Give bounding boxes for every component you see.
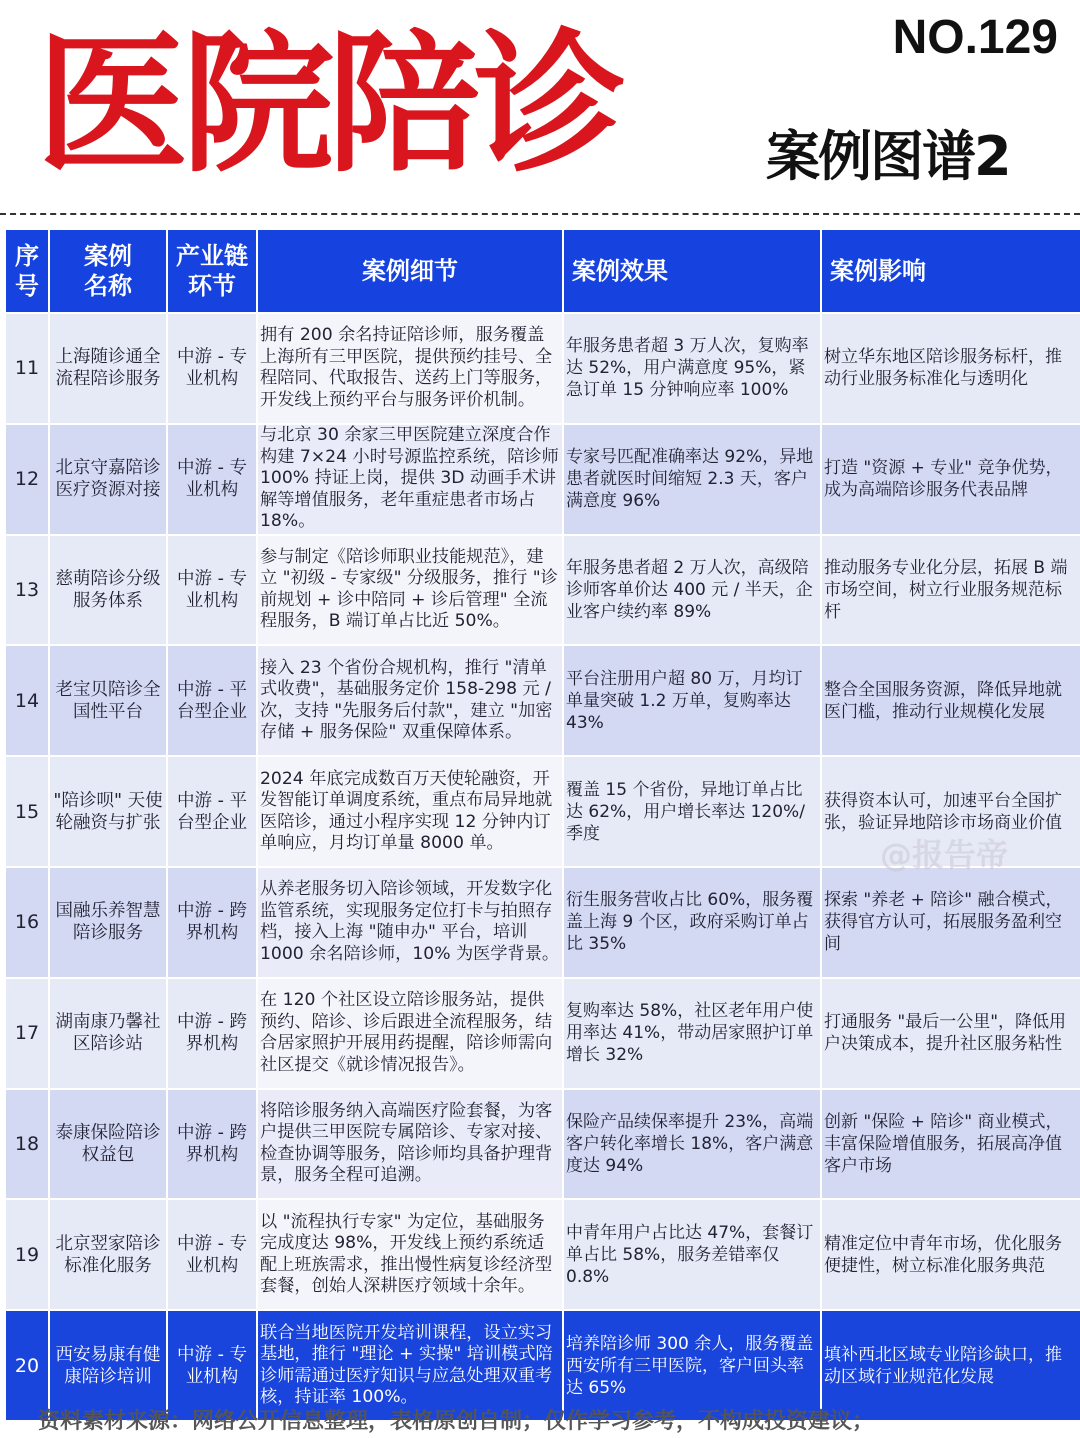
watermark: @报告帝 <box>880 836 1009 874</box>
cell-case-effect: 保险产品续保率提升 23%，高端客户转化率增长 18%，客户满意度达 94% <box>563 1089 821 1200</box>
cell-case-impact: 整合全国服务资源，降低异地就医门槛，推动行业规模化发展 <box>821 645 1080 756</box>
table-row <box>5 978 1080 1089</box>
cell-case-impact: 获得资本认可，加速平台全国扩张，验证异地陪诊市场商业价值 <box>821 756 1080 867</box>
cell-case-effect: 年服务患者超 2 万人次，高级陪诊师客单价达 400 元 / 半天，企业客户续约率 89% <box>563 535 821 646</box>
cell-case-name: 国融乐养智慧陪诊服务 <box>49 867 167 978</box>
table-row <box>5 313 1080 424</box>
cell-chain-segment: 中游 - 专业机构 <box>167 1310 257 1421</box>
table-header-row <box>5 229 1080 313</box>
case-table-container <box>4 228 1080 1408</box>
table-body <box>5 313 1080 1421</box>
column-header-detail: 案例细节 <box>257 229 563 313</box>
cell-case-effect: 衍生服务营收占比 60%，服务覆盖上海 9 个区，政府采购订单占比 35% <box>563 867 821 978</box>
cell-case-detail: 拥有 200 余名持证陪诊师，服务覆盖上海所有三甲医院，提供预约挂号、全程陪同、代取报告、送药上门等服务，开发线上预约平台与服务评价机制。 <box>257 313 563 424</box>
case-table <box>4 228 1080 1422</box>
column-header-chain-line: 产业链 <box>176 242 248 270</box>
cell-chain-segment: 中游 - 平台型企业 <box>167 645 257 756</box>
cell-case-detail: 联合当地医院开发培训课程，设立实习基地，推行 "理论 + 实操" 培训模式陪诊师需通过医疗知识与应急处理双重考核，持证率 100%。 <box>257 1310 563 1421</box>
cell-case-effect: 专家号匹配准确率达 92%，异地患者就医时间缩短 2.3 天，客户满意度 96% <box>563 424 821 535</box>
cell-case-detail: 在 120 个社区设立陪诊服务站，提供预约、陪诊、诊后跟进全流程服务，结合居家照护开展用药提醒，陪诊师需向社区提交《就诊情况报告》。 <box>257 978 563 1089</box>
cell-no: 17 <box>5 978 49 1089</box>
cell-case-name: 上海随诊通全流程陪诊服务 <box>49 313 167 424</box>
cell-case-detail: 与北京 30 余家三甲医院建立深度合作构建 7×24 小时号源监控系统，陪诊师 100% 持证上岗，提供 3D 动画手术讲解等增值服务，老年重症患者市场占 18%。 <box>257 424 563 535</box>
cell-case-detail: 将陪诊服务纳入高端医疗险套餐，为客户提供三甲医院专属陪诊、专家对接、检查协调等服务，陪诊师均具备护理背景，服务全程可追溯。 <box>257 1089 563 1200</box>
cell-no: 11 <box>5 313 49 424</box>
table-row <box>5 535 1080 646</box>
cell-case-effect: 覆盖 15 个省份，异地订单占比达 62%，用户增长率达 120%/ 季度 <box>563 756 821 867</box>
cell-chain-segment: 中游 - 跨界机构 <box>167 978 257 1089</box>
cell-chain-segment: 中游 - 专业机构 <box>167 313 257 424</box>
cell-case-effect: 中青年用户占比达 47%，套餐订单占比 58%，服务差错率仅 0.8% <box>563 1199 821 1310</box>
cell-case-impact: 打造 "资源 + 专业" 竞争优势，成为高端陪诊服务代表品牌 <box>821 424 1080 535</box>
cell-no: 14 <box>5 645 49 756</box>
cell-case-impact: 探索 "养老 + 陪诊" 融合模式，获得官方认可，拓展服务盈利空间 <box>821 867 1080 978</box>
cell-chain-segment: 中游 - 跨界机构 <box>167 867 257 978</box>
cell-case-detail: 从养老服务切入陪诊领域，开发数字化监管系统，实现服务定位打卡与拍照存档，接入上海 "随申办" 平台，培训 1000 余名陪诊师，10% 为医学背景。 <box>257 867 563 978</box>
table-row <box>5 756 1080 867</box>
column-header-chain-line: 环节 <box>188 272 236 300</box>
cell-no: 15 <box>5 756 49 867</box>
cell-no: 13 <box>5 535 49 646</box>
column-header-name-line: 名称 <box>84 272 132 300</box>
cell-case-detail: 2024 年底完成数百万天使轮融资，开发智能订单调度系统，重点布局异地就医陪诊，通过小程序实现 12 分钟内订单响应，月均订单量 8000 单。 <box>257 756 563 867</box>
column-header-impact: 案例影响 <box>821 229 1080 313</box>
table-row <box>5 1199 1080 1310</box>
column-header-no <box>5 229 49 313</box>
cell-no: 16 <box>5 867 49 978</box>
cell-case-impact: 填补西北区域专业陪诊缺口，推动区域行业规范化发展 <box>821 1310 1080 1421</box>
column-header-effect: 案例效果 <box>563 229 821 313</box>
column-header-no-line: 号 <box>15 272 39 300</box>
table-row <box>5 867 1080 978</box>
cell-case-name: 北京守嘉陪诊医疗资源对接 <box>49 424 167 535</box>
column-header-name <box>49 229 167 313</box>
cell-case-effect: 复购率达 58%，社区老年用户使用率达 41%，带动居家照护订单增长 32% <box>563 978 821 1089</box>
cell-case-effect: 年服务患者超 3 万人次，复购率达 52%，用户满意度 95%，紧急订单 15 分钟响应率 100% <box>563 313 821 424</box>
cell-case-detail: 参与制定《陪诊师职业技能规范》，建立 "初级 - 专家级" 分级服务，推行 "诊前规划 + 诊中陪同 + 诊后管理" 全流程服务，B 端订单占比近 50%。 <box>257 535 563 646</box>
cell-chain-segment: 中游 - 专业机构 <box>167 1199 257 1310</box>
issue-number: NO.129 <box>892 11 1058 64</box>
cell-case-impact: 树立华东地区陪诊服务标杆，推动行业服务标准化与透明化 <box>821 313 1080 424</box>
table-row <box>5 424 1080 535</box>
cell-chain-segment: 中游 - 跨界机构 <box>167 1089 257 1200</box>
cell-case-name: 慈萌陪诊分级服务体系 <box>49 535 167 646</box>
cell-case-impact: 打通服务 "最后一公里"，降低用户决策成本，提升社区服务粘性 <box>821 978 1080 1089</box>
column-header-chain <box>167 229 257 313</box>
cell-case-impact: 创新 "保险 + 陪诊" 商业模式，丰富保险增值服务，拓展高净值客户市场 <box>821 1089 1080 1200</box>
cell-case-name: 湖南康乃馨社区陪诊站 <box>49 978 167 1089</box>
cell-chain-segment: 中游 - 专业机构 <box>167 535 257 646</box>
column-header-name-line: 案例 <box>84 242 132 270</box>
page-title: 医院陪诊 <box>36 16 620 193</box>
cell-no: 12 <box>5 424 49 535</box>
cell-case-detail: 接入 23 个省份合规机构，推行 "清单式收费"，基础服务定价 158-298 元 / 次，支持 "先服务后付款"，建立 "加密存储 + 服务保险" 双重保障体系。 <box>257 645 563 756</box>
cell-case-name: 北京翌家陪诊标准化服务 <box>49 1199 167 1310</box>
cell-case-name: "陪诊呗" 天使轮融资与扩张 <box>49 756 167 867</box>
cell-case-name: 泰康保险陪诊权益包 <box>49 1089 167 1200</box>
table-row <box>5 1089 1080 1200</box>
column-header-no-line: 序 <box>15 242 39 270</box>
page-subtitle: 案例图谱2 <box>766 125 1010 188</box>
cell-case-name: 西安易康有健康陪诊培训 <box>49 1310 167 1421</box>
table-row <box>5 645 1080 756</box>
page-header <box>0 0 1080 214</box>
cell-case-detail: 以 "流程执行专家" 为定位，基础服务完成度达 98%，开发线上预约系统适配上班族需求，推出慢性病复诊经济型套餐，创始人深耕医疗领域十余年。 <box>257 1199 563 1310</box>
cell-case-name: 老宝贝陪诊全国性平台 <box>49 645 167 756</box>
cell-case-impact: 推动服务专业化分层，拓展 B 端市场空间，树立行业服务规范标杆 <box>821 535 1080 646</box>
dashed-divider <box>0 213 1080 215</box>
cell-no: 19 <box>5 1199 49 1310</box>
cell-no: 20 <box>5 1310 49 1421</box>
cell-no: 18 <box>5 1089 49 1200</box>
cell-chain-segment: 中游 - 专业机构 <box>167 424 257 535</box>
cell-case-impact: 精准定位中青年市场，优化服务便捷性，树立标准化服务典范 <box>821 1199 1080 1310</box>
cell-chain-segment: 中游 - 平台型企业 <box>167 756 257 867</box>
cell-case-effect: 培养陪诊师 300 余人，服务覆盖西安所有三甲医院，客户回头率达 65% <box>563 1310 821 1421</box>
cell-case-effect: 平台注册用户超 80 万，月均订单量突破 1.2 万单，复购率达 43% <box>563 645 821 756</box>
source-footer: 资料素材来源：网络公开信息整理，表格原创自制；仅作学习参考，不构成投资建议； <box>38 1408 875 1434</box>
